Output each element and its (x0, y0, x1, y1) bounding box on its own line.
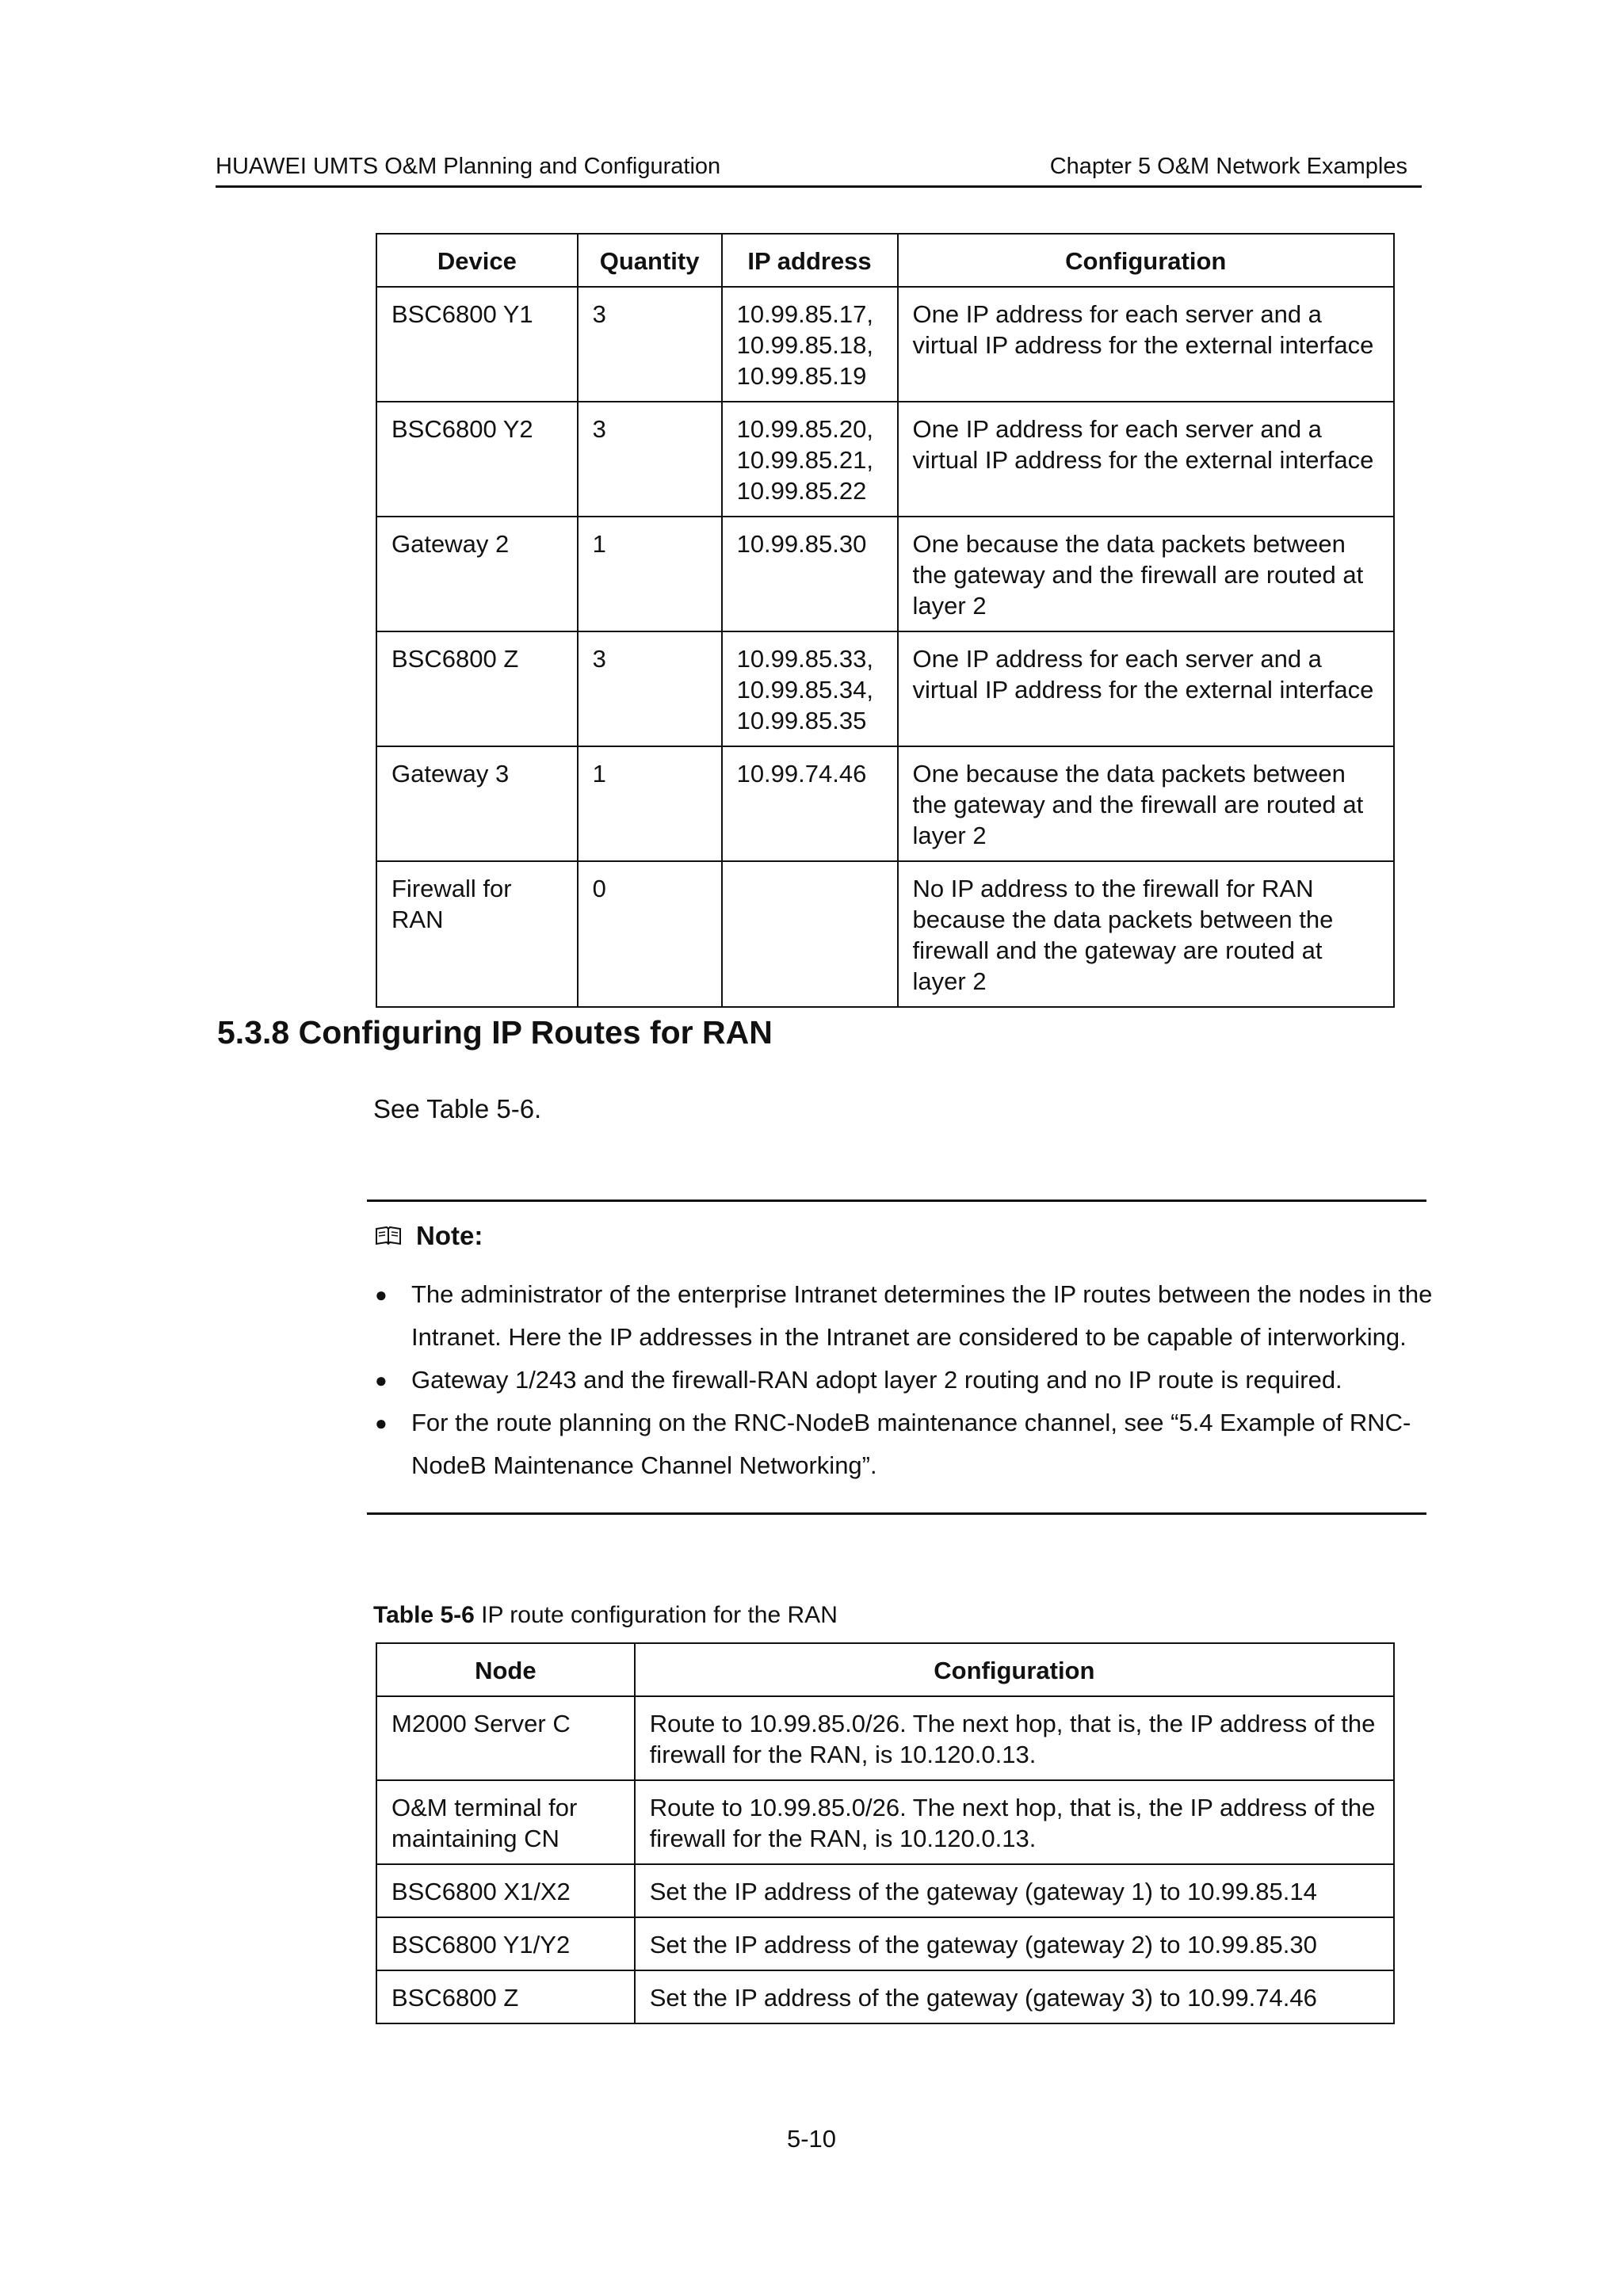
device-ip-table (376, 233, 1395, 1008)
table-row (376, 1696, 1394, 1780)
note-bullet-list (367, 1273, 1433, 1487)
device-cell: Firewall for RAN (376, 861, 578, 1007)
note-label: Note: (416, 1221, 483, 1250)
column-header: IP address (722, 234, 898, 287)
configuration-cell: One IP address for each server and a virtual IP address for the external interface (898, 631, 1394, 746)
ip-address-cell: 10.99.85.33, 10.99.85.34, 10.99.85.35 (722, 631, 898, 746)
bullet-text: Gateway 1/243 and the firewall-RAN adopt layer 2 routing and no IP route is required. (411, 1366, 1342, 1394)
bullet-icon: ● (375, 1283, 388, 1306)
configuration-cell: One IP address for each server and a virtual IP address for the external interface (898, 402, 1394, 517)
bullet-text: The administrator of the enterprise Intranet determines the IP routes between the nodes in the Intranet. Here the IP addresses in the Intranet are considered to be capable of interworking. (411, 1280, 1433, 1351)
node-cell: BSC6800 Y1/Y2 (376, 1917, 635, 1970)
list-item (367, 1402, 1433, 1487)
list-item (367, 1273, 1433, 1359)
header-chapter: Chapter 5 O&M Network Examples (1049, 154, 1407, 179)
table-caption (373, 1602, 838, 1629)
device-cell: Gateway 2 (376, 517, 578, 631)
configuration-cell: Route to 10.99.85.0/26. The next hop, that is, the IP address of the firewall for the RAN, is 10.120.0.13. (635, 1780, 1394, 1864)
table-row (376, 517, 1394, 631)
quantity-cell: 1 (578, 517, 722, 631)
list-item (367, 1359, 1433, 1402)
node-cell: O&M terminal for maintaining CN (376, 1780, 635, 1864)
device-cell: BSC6800 Y2 (376, 402, 578, 517)
ip-address-cell (722, 861, 898, 1007)
table-caption-label: Table 5-6 (373, 1602, 475, 1628)
node-cell: BSC6800 Z (376, 1970, 635, 2023)
table-row (376, 1970, 1394, 2023)
configuration-cell: Set the IP address of the gateway (gateway 3) to 10.99.74.46 (635, 1970, 1394, 2023)
node-cell: M2000 Server C (376, 1696, 635, 1780)
table-reference-text: See Table 5-6. (373, 1094, 542, 1123)
table-row (376, 1917, 1394, 1970)
table-header-row (376, 1643, 1394, 1696)
table-row (376, 861, 1394, 1007)
book-icon (375, 1226, 402, 1246)
ip-address-cell: 10.99.85.30 (722, 517, 898, 631)
configuration-cell: Set the IP address of the gateway (gateway 2) to 10.99.85.30 (635, 1917, 1394, 1970)
bullet-text: For the route planning on the RNC-NodeB maintenance channel, see “5.4 Example of RNC-NodeB Maintenance Channel Networking”. (411, 1409, 1411, 1479)
table-row (376, 402, 1394, 517)
table-row (376, 287, 1394, 402)
quantity-cell: 3 (578, 402, 722, 517)
header-title: HUAWEI UMTS O&M Planning and Configuration (216, 154, 721, 179)
quantity-cell: 3 (578, 631, 722, 746)
device-cell: BSC6800 Z (376, 631, 578, 746)
page-header (216, 152, 1422, 188)
table-header-row (376, 234, 1394, 287)
device-cell: BSC6800 Y1 (376, 287, 578, 402)
table-row (376, 1864, 1394, 1917)
configuration-cell: Route to 10.99.85.0/26. The next hop, that is, the IP address of the firewall for the RAN, is 10.120.0.13. (635, 1696, 1394, 1780)
node-cell: BSC6800 X1/X2 (376, 1864, 635, 1917)
table-caption-text: IP route configuration for the RAN (474, 1602, 838, 1628)
column-header: Configuration (635, 1643, 1394, 1696)
section-heading: 5.3.8 Configuring IP Routes for RAN (217, 1014, 773, 1051)
quantity-cell: 1 (578, 746, 722, 861)
note-heading (375, 1221, 483, 1251)
quantity-cell: 3 (578, 287, 722, 402)
configuration-cell: No IP address to the firewall for RAN because the data packets between the firewall and the gateway are routed at layer 2 (898, 861, 1394, 1007)
configuration-cell: Set the IP address of the gateway (gateway 1) to 10.99.85.14 (635, 1864, 1394, 1917)
ip-address-cell: 10.99.85.17, 10.99.85.18, 10.99.85.19 (722, 287, 898, 402)
configuration-cell: One because the data packets between the gateway and the firewall are routed at layer 2 (898, 746, 1394, 861)
table-row (376, 631, 1394, 746)
bullet-icon: ● (375, 1368, 388, 1392)
quantity-cell: 0 (578, 861, 722, 1007)
device-cell: Gateway 3 (376, 746, 578, 861)
column-header: Quantity (578, 234, 722, 287)
bullet-icon: ● (375, 1411, 388, 1435)
ip-address-cell: 10.99.74.46 (722, 746, 898, 861)
column-header: Node (376, 1643, 635, 1696)
table-row (376, 1780, 1394, 1864)
table-row (376, 746, 1394, 861)
page-number: 5-10 (786, 2125, 837, 2153)
configuration-cell: One because the data packets between the gateway and the firewall are routed at layer 2 (898, 517, 1394, 631)
note-box (367, 1199, 1433, 1515)
column-header: Device (376, 234, 578, 287)
configuration-cell: One IP address for each server and a virtual IP address for the external interface (898, 287, 1394, 402)
ip-address-cell: 10.99.85.20, 10.99.85.21, 10.99.85.22 (722, 402, 898, 517)
ip-route-table (376, 1642, 1395, 2024)
column-header: Configuration (898, 234, 1394, 287)
